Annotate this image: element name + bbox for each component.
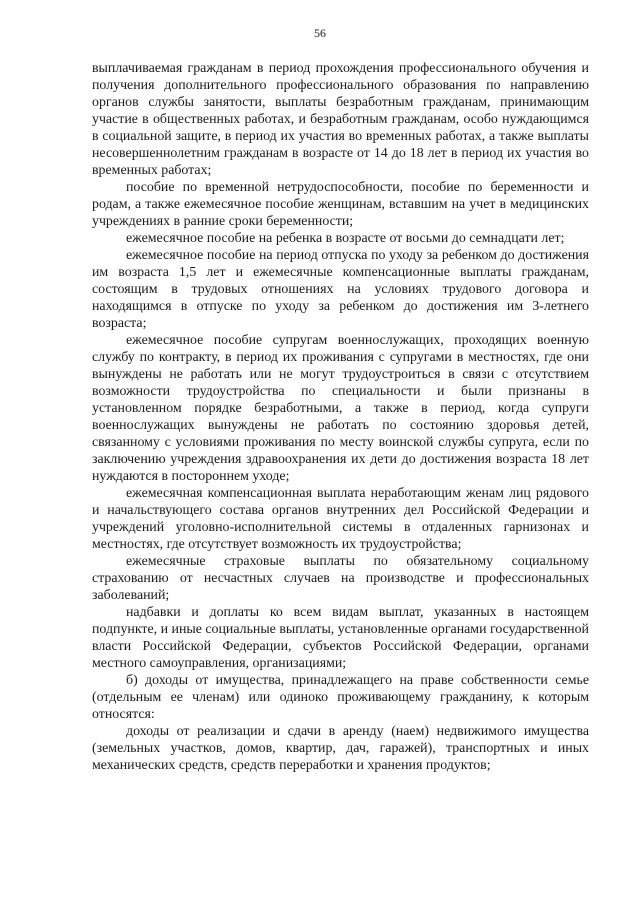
- paragraph: ежемесячное пособие на ребенка в возрасте от восьми до семнадцати лет;: [126, 231, 565, 246]
- paragraph: ежемесячная компенсационная выплата неработающим женам лиц рядового и начальствующего состава органов внутренних дел Российской Федерации и учреждений уголовно-исполнительной системы в отдаленных гарнизонах и местностях, где отсутствует возможность их трудоустройства;: [92, 486, 589, 552]
- paragraph: пособие по временной нетрудоспособности, пособие по беременности и родам, а также ежемесячное пособие женщинам, вставшим на учет в медицинских учреждениях в ранние сроки беременности;: [92, 180, 589, 229]
- page-number: 56: [314, 26, 326, 40]
- paragraph: ежемесячное пособие на период отпуска по уходу за ребенком до достижения им возраста 1,5 лет и ежемесячные компенсационные выплаты гражданам, состоящим в трудовых отношениях на условиях трудового договора и находящимся в отпуске по уходу за ребенком до достижения им 3-летнего возраста;: [92, 248, 589, 331]
- paragraph: доходы от реализации и сдачи в аренду (наем) недвижимого имущества (земельных участков, домов, квартир, дач, гаражей), транспортных и иных механических средств, средств переработки и хранения продуктов;: [92, 724, 589, 773]
- paragraph: ежемесячное пособие супругам военнослужащих, проходящих военную службу по контракту, в период их проживания с супругами в местностях, где они вынуждены не работать или не могут трудоустроиться в связи с отсутствием возможности трудоустройства по специальности и были признаны в установленном порядке безработными, а также в период, когда супруги военнослужащих вынуждены не работать по состоянию здоровья детей, связанному с условиями проживания по месту воинской службы супруга, если по заключению учреждения здравоохранения их дети до достижения возраста 18 лет нуждаются в постороннем уходе;: [92, 333, 589, 484]
- paragraph: надбавки и доплаты ко всем видам выплат, указанных в настоящем подпункте, и иные социальные выплаты, установленные органами государственной власти Российской Федерации, субъектов Российской Федерации, органами местного самоуправления, организациями;: [92, 605, 589, 671]
- paragraph: ежемесячные страховые выплаты по обязательному социальному страхованию от несчастных случаев на производстве и профессиональных заболеваний;: [92, 554, 589, 603]
- paragraph-continuation: выплачиваемая гражданам в период прохождения профессионального обучения и получения дополнительного профессионального образования по направлению органов службы занятости, выплаты безработным гражданам, принимающим участие в общественных работах, и безработным гражданам, особо нуждающимся в социальной защите, в период их участия во временных работах, а также выплаты несовершеннолетним гражданам в возрасте от 14 до 18 лет в период их участия во временных работах;: [92, 61, 589, 178]
- document-body: [92, 60, 589, 774]
- paragraph: б) доходы от имущества, принадлежащего на праве собственности семье (отдельным ее членам) или одиноко проживающему гражданину, к которым относятся:: [92, 673, 589, 722]
